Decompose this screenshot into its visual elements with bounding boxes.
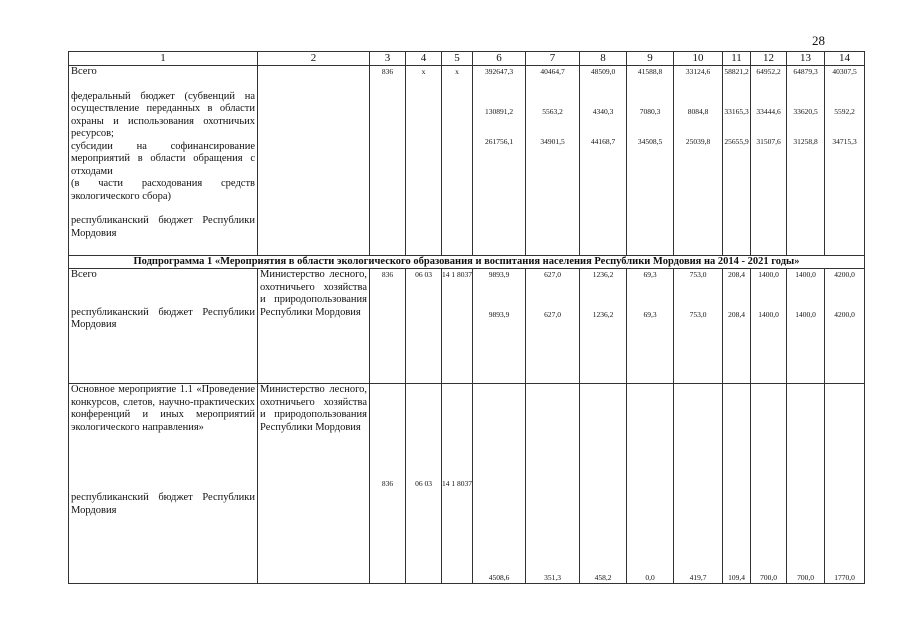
value-cell xyxy=(580,269,627,384)
value-cell xyxy=(723,66,751,256)
row-description xyxy=(69,384,258,584)
col-header: 13 xyxy=(787,52,825,66)
value-total: 9893,9 xyxy=(488,270,510,279)
value-subsidy: 31258,8 xyxy=(793,137,818,146)
value-budget: 208,4 xyxy=(728,310,745,319)
value-budget: 1400,0 xyxy=(795,310,816,319)
col-header: 10 xyxy=(674,52,723,66)
code-cell: 06 03 xyxy=(406,384,442,584)
code-cell: 836 xyxy=(370,269,406,384)
value-cell xyxy=(723,269,751,384)
value-subsidy: 34715,3 xyxy=(832,137,857,146)
row-executor: Министерство лесного, охотничьего хозяйства и природопользования Республики Мордовия xyxy=(258,384,370,584)
col-header: 7 xyxy=(526,52,580,66)
value-federal: 8084,8 xyxy=(687,107,709,116)
value-budget: 753,0 xyxy=(689,310,707,319)
value-total: 1400,0 xyxy=(758,270,779,279)
value-subsidy: 261756,1 xyxy=(484,137,514,146)
value-budget: 627,0 xyxy=(544,310,561,319)
row-label-budget: республиканский бюджет Республики Мордовия xyxy=(71,492,255,516)
code-cell: 14 1 8037 xyxy=(442,384,473,584)
value-total: 64952,2 xyxy=(756,67,781,76)
value-cell: 109,4 xyxy=(723,384,751,584)
value-subsidy: 34901,5 xyxy=(540,137,565,146)
value-cell xyxy=(787,66,825,256)
value-budget: 9893,9 xyxy=(488,310,510,319)
value-total: 41588,8 xyxy=(637,67,663,76)
code-cell: x xyxy=(442,66,473,256)
value-budget: 4200,0 xyxy=(834,310,855,319)
value-federal: 7080,3 xyxy=(639,107,661,116)
value-cell xyxy=(751,269,787,384)
page-number: 28 xyxy=(812,33,825,48)
value-total: 64879,3 xyxy=(793,67,818,76)
value-cell: 1770,0 xyxy=(825,384,865,584)
value-cell xyxy=(825,269,865,384)
col-header: 4 xyxy=(406,52,442,66)
value-subsidy: 31507,6 xyxy=(756,137,781,146)
value-cell xyxy=(473,269,526,384)
col-header: 2 xyxy=(258,52,370,66)
value-cell xyxy=(674,66,723,256)
value-budget: 1400,0 xyxy=(758,310,779,319)
table-row xyxy=(69,269,865,384)
value-cell xyxy=(674,269,723,384)
value-cell: 700,0 xyxy=(751,384,787,584)
value-cell xyxy=(825,66,865,256)
code-cell: 836 xyxy=(370,384,406,584)
value-cell: 4508,6 xyxy=(473,384,526,584)
col-header: 14 xyxy=(825,52,865,66)
value-cell: 0,0 xyxy=(627,384,674,584)
value-total: 627,0 xyxy=(544,270,561,279)
code-cell: x xyxy=(406,66,442,256)
value-cell xyxy=(787,269,825,384)
value-cell xyxy=(580,66,627,256)
value-cell xyxy=(627,269,674,384)
value-cell: 458,2 xyxy=(580,384,627,584)
value-budget: 69,3 xyxy=(643,310,657,319)
value-cell xyxy=(473,66,526,256)
value-cell xyxy=(751,66,787,256)
row-label-subsidy-note: (в части расходования средств экологического сбора) xyxy=(71,178,255,202)
value-total: 392647,3 xyxy=(484,67,514,76)
row-label-budget: республиканский бюджет Республики Мордовия xyxy=(71,215,255,239)
row-executor: Министерство лесного, охотничьего хозяйства и природопользования Республики Мордовия xyxy=(258,269,370,384)
table-row xyxy=(69,384,865,584)
value-total: 48509,0 xyxy=(590,67,616,76)
value-subsidy: 25039,8 xyxy=(685,137,711,146)
row-label-total: Всего xyxy=(71,269,97,280)
value-subsidy: 34508,5 xyxy=(637,137,663,146)
value-cell: 419,7 xyxy=(674,384,723,584)
row-label-total: Всего xyxy=(71,66,97,77)
value-cell xyxy=(526,66,580,256)
code-cell: 14 1 8037 xyxy=(442,269,473,384)
subprogram-title: Подпрограмма 1 «Мероприятия в области экологического образования и воспитания населения Республики Мордовия на 2014 - 2021 годы» xyxy=(69,256,865,269)
row-label-measure: Основное мероприятие 1.1 «Проведение конкурсов, слетов, научно-практических конференций и иных мероприятий экологического направления» xyxy=(71,384,255,433)
value-federal: 33444,6 xyxy=(756,107,781,116)
value-federal: 33620,5 xyxy=(793,107,818,116)
value-total: 753,0 xyxy=(689,270,707,279)
col-header: 3 xyxy=(370,52,406,66)
value-federal: 5563,2 xyxy=(542,107,563,116)
value-federal: 33165,3 xyxy=(724,107,749,116)
col-header: 12 xyxy=(751,52,787,66)
col-header: 9 xyxy=(627,52,674,66)
row-label-subsidy: субсидии на софинансирование мероприятий в области обращения с отходами xyxy=(71,140,255,177)
row-description xyxy=(69,269,258,384)
row-executor xyxy=(258,66,370,256)
value-total: 1236,2 xyxy=(592,270,614,279)
code-cell: 06 03 xyxy=(406,269,442,384)
value-federal: 4340,3 xyxy=(592,107,614,116)
value-cell xyxy=(526,269,580,384)
value-total: 40464,7 xyxy=(540,67,565,76)
row-description xyxy=(69,66,258,256)
value-total: 1400,0 xyxy=(795,270,816,279)
value-federal: 130891,2 xyxy=(484,107,514,116)
value-cell xyxy=(627,66,674,256)
value-subsidy: 25655,9 xyxy=(724,137,749,146)
budget-table xyxy=(68,51,865,584)
value-budget: 1236,2 xyxy=(592,310,614,319)
col-header: 6 xyxy=(473,52,526,66)
value-total: 4200,0 xyxy=(834,270,855,279)
table-row xyxy=(69,66,865,256)
row-label-federal: федеральный бюджет (субвенций на осуществление переданных в области охраны и использования охотничьих ресурсов; xyxy=(71,90,255,139)
code-cell: 836 xyxy=(370,66,406,256)
value-federal: 5592,2 xyxy=(834,107,855,116)
subprogram-row xyxy=(69,256,865,269)
value-total: 33124,6 xyxy=(685,67,711,76)
col-header: 8 xyxy=(580,52,627,66)
col-header: 1 xyxy=(69,52,258,66)
value-total: 208,4 xyxy=(728,270,745,279)
value-total: 40307,5 xyxy=(832,67,857,76)
value-total: 69,3 xyxy=(643,270,657,279)
col-header: 5 xyxy=(442,52,473,66)
value-total: 58821,2 xyxy=(724,67,749,76)
col-header: 11 xyxy=(723,52,751,66)
header-row xyxy=(69,52,865,66)
value-cell: 351,3 xyxy=(526,384,580,584)
row-label-budget: республиканский бюджет Республики Мордовия xyxy=(71,306,255,330)
value-subsidy: 44168,7 xyxy=(590,137,616,146)
value-cell: 700,0 xyxy=(787,384,825,584)
